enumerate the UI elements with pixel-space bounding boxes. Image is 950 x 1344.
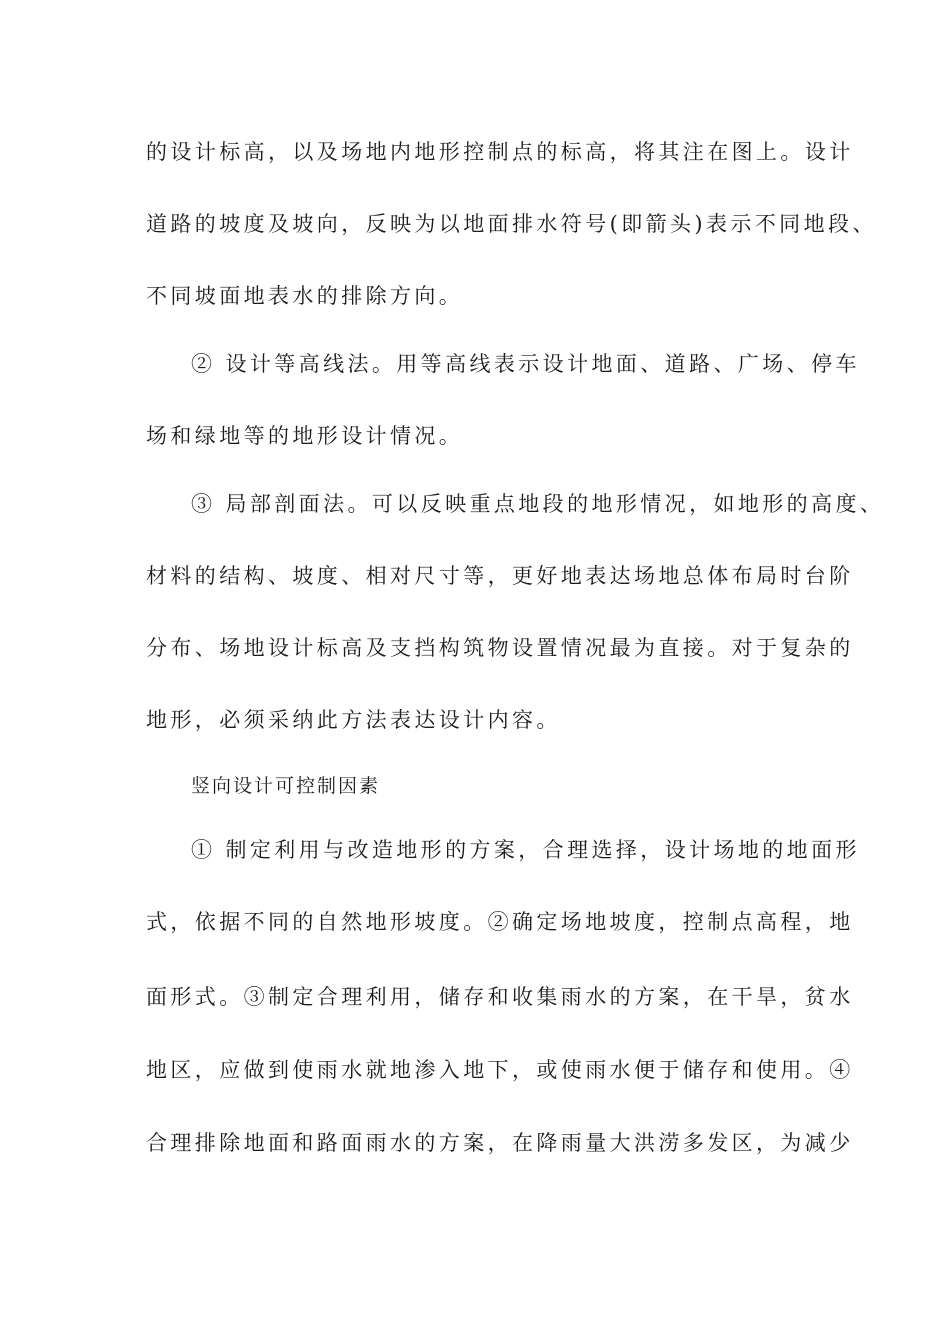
paragraph-line-5: 场和绿地等的地形设计情况。	[146, 424, 464, 448]
section-heading: 竖向设计可控制因素	[191, 775, 381, 797]
paragraph-line-8: 分布、场地设计标高及支挡构筑物设置情况最为直接。对于复杂的	[146, 636, 854, 660]
paragraph-line-13: 面形式。③制定合理利用，储存和收集雨水的方案，在干旱，贫水	[146, 985, 854, 1009]
paragraph-line-1: 的设计标高，以及场地内地形控制点的标高，将其注在图上。设计	[146, 140, 854, 164]
paragraph-line-11: ① 制定利用与改造地形的方案，合理选择，设计场地的地面形	[191, 838, 860, 862]
paragraph-line-14: 地区，应做到使雨水就地渗入地下，或使雨水便于储存和使用。④	[146, 1058, 854, 1082]
paragraph-line-15: 合理排除地面和路面雨水的方案，在降雨量大洪涝多发区，为减少	[146, 1131, 854, 1155]
paragraph-line-9: 地形，必须采纳此方法表达设计内容。	[146, 708, 561, 732]
paragraph-line-4: ② 设计等高线法。用等高线表示设计地面、道路、广场、停车	[191, 352, 860, 376]
paragraph-line-3: 不同坡面地表水的排除方向。	[146, 284, 464, 308]
paragraph-line-6: ③ 局部剖面法。可以反映重点地段的地形情况，如地形的高度、	[191, 492, 885, 516]
paragraph-line-2: 道路的坡度及坡向，反映为以地面排水符号(即箭头)表示不同地段、	[146, 212, 877, 236]
paragraph-line-12: 式，依据不同的自然地形坡度。②确定场地坡度，控制点高程，地	[146, 910, 854, 934]
paragraph-line-7: 材料的结构、坡度、相对尺寸等，更好地表达场地总体布局时台阶	[146, 564, 854, 588]
